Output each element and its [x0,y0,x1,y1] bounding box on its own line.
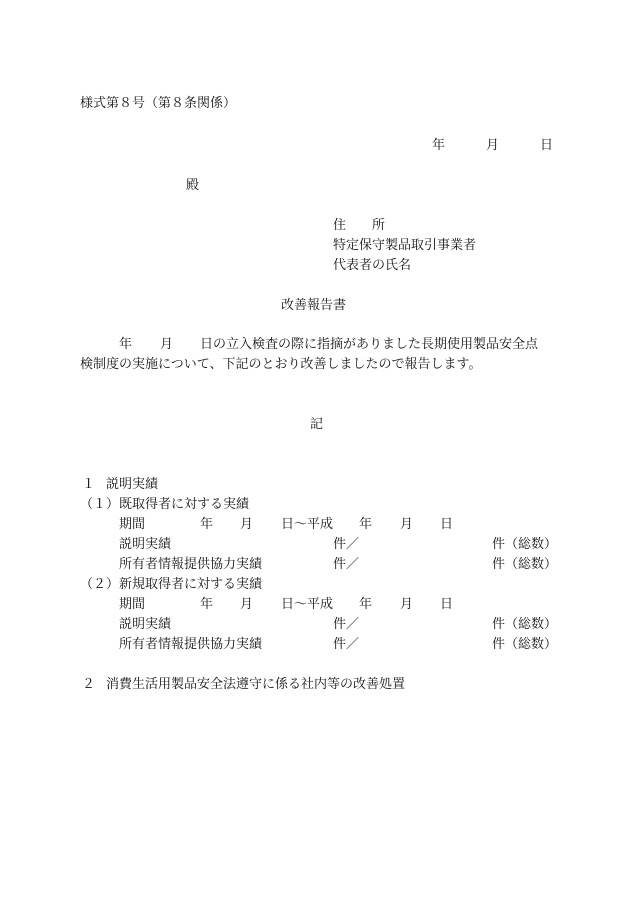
intro-body: 日の立入検査の際に指摘がありました長期使用製品安全点 [200,337,539,352]
ki-label: 記 [310,417,324,432]
sub1-row1-count: 件／ [333,537,360,552]
sub2-row1-count: 件／ [333,617,360,632]
sub2-label: （２）新規取得者に対する実績 [80,577,263,592]
sub1-period-label: 期間 [119,517,146,532]
sender-representative: 代表者の氏名 [333,258,412,273]
date-day: 日 [540,138,554,153]
sub1-row1-total: 件（総数） [492,537,558,552]
sub2-period-day1: 日～平成 [281,597,334,612]
sub1-label: （１）既取得者に対する実績 [80,497,250,512]
sub2-row2-count: 件／ [333,637,360,652]
intro-line2: 検制度の実施について、下記のとおり改善しましたので報告します。 [80,357,482,372]
sub2-period-year1: 年 [200,597,214,612]
form-number: 様式第８号（第８条関係） [80,96,237,111]
sub2-row1-total: 件（総数） [492,617,558,632]
intro-year: 年 [119,337,133,352]
sub2-period-label: 期間 [119,597,146,612]
sub2-period-month1: 月 [240,597,254,612]
sub1-row2-label: 所有者情報提供協力実績 [119,557,263,572]
document-title: 改善報告書 [281,298,347,313]
sub2-row1-label: 説明実績 [119,617,172,632]
sub1-row2-count: 件／ [333,557,360,572]
sub1-period-day1: 日～平成 [281,517,334,532]
sub1-period-year2: 年 [359,517,373,532]
sub2-period-year2: 年 [359,597,373,612]
sub2-period-month2: 月 [400,597,414,612]
addressee-honorific: 殿 [186,178,200,193]
sub1-row1-label: 説明実績 [119,537,172,552]
sub1-period-day2: 日 [440,517,454,532]
section2-heading: 消費生活用製品安全法遵守に係る社内等の改善処置 [106,677,406,692]
sub2-row2-total: 件（総数） [492,637,558,652]
section1-heading: 説明実績 [106,477,159,492]
section2-number: ２ [82,677,96,692]
sender-business: 特定保守製品取引事業者 [333,238,477,253]
section1-number: １ [82,477,96,492]
intro-month: 月 [160,337,174,352]
sub1-period-month1: 月 [240,517,254,532]
date-month: 月 [486,138,500,153]
sub2-row2-label: 所有者情報提供協力実績 [119,637,263,652]
date-year: 年 [432,138,446,153]
sub2-period-day2: 日 [440,597,454,612]
sub1-row2-total: 件（総数） [492,557,558,572]
sub1-period-month2: 月 [400,517,414,532]
sub1-period-year1: 年 [200,517,214,532]
sender-address: 住 所 [333,218,386,233]
